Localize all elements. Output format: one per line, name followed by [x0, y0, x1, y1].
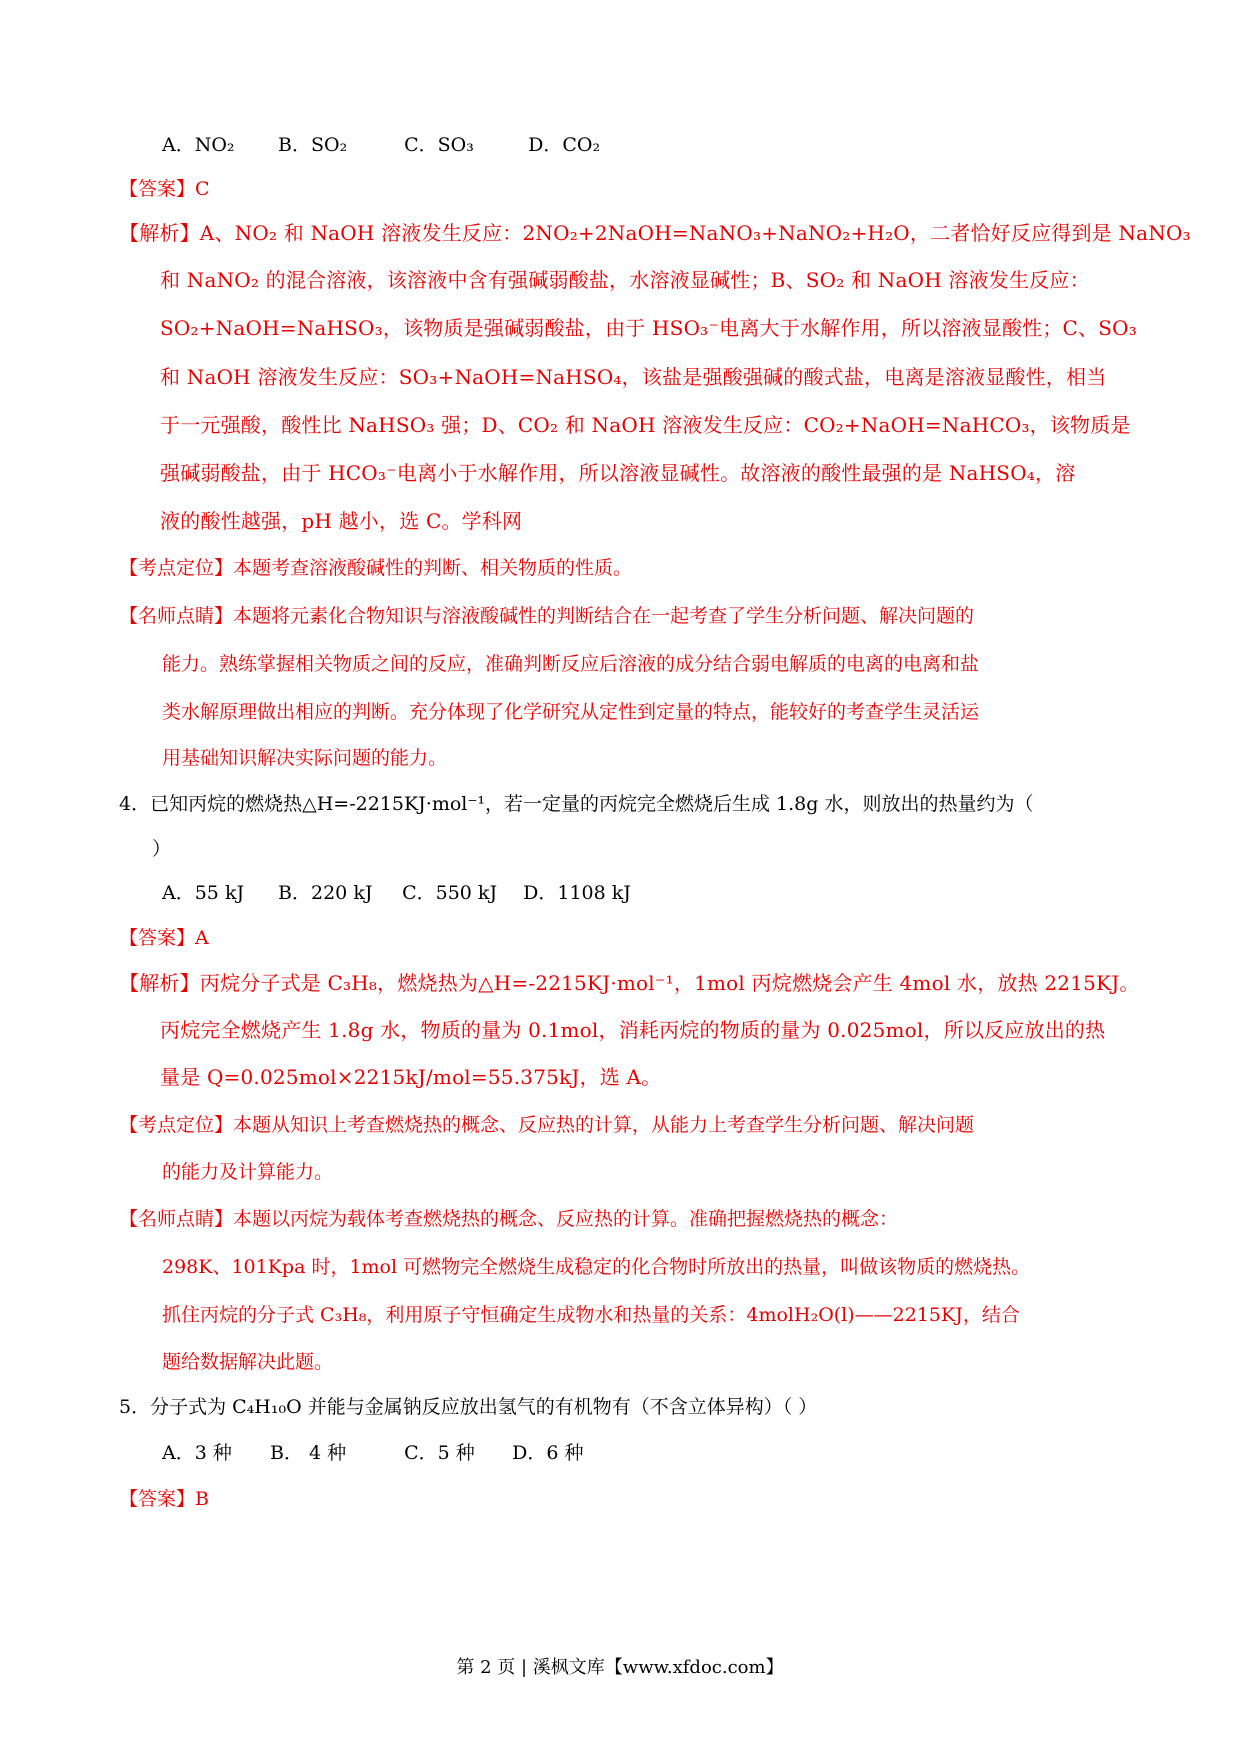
page-footer: 第 2 页 | 溪枫文库【www.xfdoc.com】	[456, 1657, 784, 1678]
q4-stem-line-1: 4．已知丙烷的燃烧热△H=-2215KJ·mol⁻¹，若一定量的丙烷完全燃烧后生成 1.8g 水，则放出的热量约为（	[119, 793, 1034, 815]
q3-kaodian: 【考点定位】本题考查溶液酸碱性的判断、相关物质的性质。	[119, 557, 633, 579]
q5-options	[162, 1440, 584, 1466]
q5-option-a: A．3 种	[162, 1442, 232, 1464]
q3-explanation-line-1: 【解析】A、NO₂ 和 NaOH 溶液发生反应：2NO₂+2NaOH=NaNO₃+NaNO₂+H₂O，二者恰好反应得到是 NaNO₃	[119, 221, 1191, 245]
q4-option-c: C．550 kJ	[402, 882, 498, 904]
q3-explanation-line-6: 强碱弱酸盐，由于 HCO₃⁻电离小于水解作用，所以溶液显碱性。故溶液的酸性最强的是 NaHSO₄，溶	[160, 461, 1076, 485]
q4-options	[162, 880, 631, 906]
q5-option-b: B． 4 种	[270, 1442, 347, 1464]
q3-option-b: B．SO₂	[278, 134, 348, 156]
q4-mingshi-line-3: 抓住丙烷的分子式 C₃H₈，利用原子守恒确定生成物水和热量的关系：4molH₂O(l)——2215KJ，结合	[162, 1304, 1020, 1326]
q3-mingshi-line-3: 类水解原理做出相应的判断。充分体现了化学研究从定性到定量的特点，能较好的考查学生灵活运	[162, 701, 980, 723]
q4-explanation-line-3: 量是 Q=0.025mol×2215kJ/mol=55.375kJ，选 A。	[160, 1065, 662, 1089]
q4-answer: 【答案】A	[119, 927, 209, 949]
q4-mingshi-line-4: 题给数据解决此题。	[162, 1351, 334, 1373]
q5-stem: 5．分子式为 C₄H₁₀O 并能与金属钠反应放出氢气的有机物有（不含立体异构）（ ）	[119, 1396, 818, 1418]
q4-kaodian-line-1: 【考点定位】本题从知识上考查燃烧热的概念、反应热的计算，从能力上考查学生分析问题、解决问题	[119, 1114, 975, 1136]
q4-kaodian-line-2: 的能力及计算能力。	[162, 1161, 334, 1183]
q3-explanation-line-4: 和 NaOH 溶液发生反应：SO₃+NaOH=NaHSO₄，该盐是强酸强碱的酸式盐，电离是溶液显酸性，相当	[160, 365, 1107, 389]
q4-mingshi-line-2: 298K、101Kpa 时，1mol 可燃物完全燃烧生成稳定的化合物时所放出的热量，叫做该物质的燃烧热。	[162, 1256, 1031, 1278]
q3-option-d: D．CO₂	[528, 134, 601, 156]
q4-explanation-line-1: 【解析】丙烷分子式是 C₃H₈，燃烧热为△H=-2215KJ·mol⁻¹，1mol 丙烷燃烧会产生 4mol 水，放热 2215KJ。	[119, 971, 1140, 995]
q3-mingshi-line-2: 能力。熟练掌握相关物质之间的反应，准确判断反应后溶液的成分结合弱电解质的电离的电离和盐	[162, 653, 980, 675]
q3-options	[162, 132, 600, 158]
q3-explanation-line-3: SO₂+NaOH=NaHSO₃，该物质是强碱弱酸盐，由于 HSO₃⁻电离大于水解作用，所以溶液显酸性；C、SO₃	[160, 316, 1137, 340]
q3-option-a: A．NO₂	[162, 134, 235, 156]
q4-option-a: A．55 kJ	[162, 882, 245, 904]
q3-option-c: C．SO₃	[404, 134, 474, 156]
q3-mingshi-line-4: 用基础知识解决实际问题的能力。	[162, 747, 448, 769]
q5-option-c: C．5 种	[404, 1442, 475, 1464]
q4-explanation-line-2: 丙烷完全燃烧产生 1.8g 水，物质的量为 0.1mol，消耗丙烷的物质的量为 0.025mol，所以反应放出的热	[160, 1018, 1106, 1042]
q4-stem-line-2: ）	[152, 838, 172, 860]
q4-option-b: B．220 kJ	[278, 882, 373, 904]
q5-answer: 【答案】B	[119, 1488, 209, 1510]
q3-explanation-line-7: 液的酸性越强，pH 越小，选 C。学科网	[160, 509, 523, 533]
q3-explanation-line-2: 和 NaNO₂ 的混合溶液，该溶液中含有强碱弱酸盐，水溶液显碱性；B、SO₂ 和 NaOH 溶液发生反应：	[160, 268, 1090, 292]
q3-mingshi-line-1: 【名师点睛】本题将元素化合物知识与溶液酸碱性的判断结合在一起考查了学生分析问题、解决问题的	[119, 605, 975, 627]
q5-option-d: D．6 种	[512, 1442, 584, 1464]
q4-mingshi-line-1: 【名师点睛】本题以丙烷为载体考查燃烧热的概念、反应热的计算。准确把握燃烧热的概念：	[119, 1208, 899, 1230]
q4-option-d: D．1108 kJ	[523, 882, 631, 904]
q3-answer: 【答案】C	[119, 178, 210, 200]
q3-explanation-line-5: 于一元强酸，酸性比 NaHSO₃ 强；D、CO₂ 和 NaOH 溶液发生反应：CO₂+NaOH=NaHCO₃，该物质是	[160, 413, 1131, 437]
